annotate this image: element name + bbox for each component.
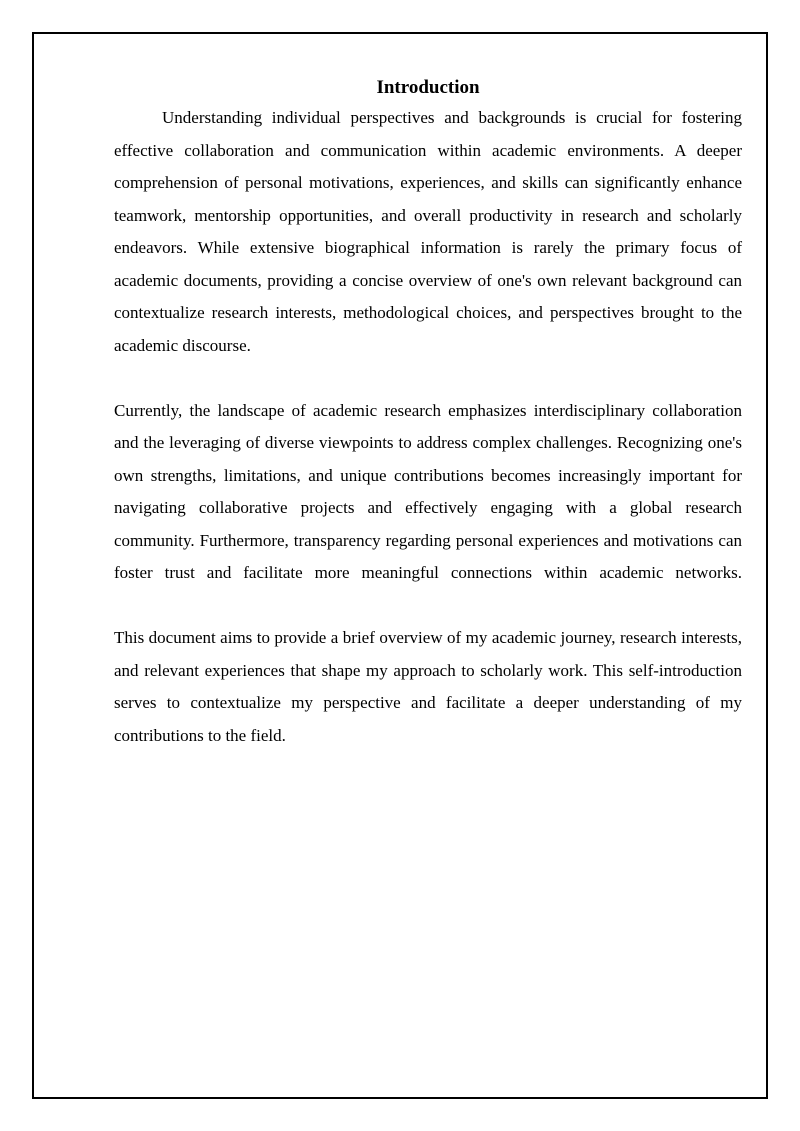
paragraph-3: This document aims to provide a brief overview of my academic journey, research interests, and relevant experiences that shape my approach to scholarly work. This self-introduction serves to contextualize my perspective and facilitate a deeper understanding of my contributions to the field. xyxy=(114,628,742,745)
paragraph-2: Currently, the landscape of academic research emphasizes interdisciplinary collaboration and the leveraging of diverse viewpoints to address complex challenges. Recognizing one's own strengths, limitations, and unique contributions becomes increasingly important for navigating collaborative projects and effectively engaging with a global research community. Furthermore, transparency regarding personal experiences and motivations can foster trust and facilitate more meaningful connections within academic networks. xyxy=(114,400,742,582)
document-body xyxy=(114,74,742,752)
document-title: Introduction xyxy=(376,77,480,98)
paragraph-1: Understanding individual perspectives and backgrounds is crucial for fostering effective collaboration and communication within academic environments. A deeper comprehension of personal motivations, experiences, and skills can significantly enhance teamwork, mentorship opportunities, and overall productivity in research and scholarly endeavors. While extensive biographical information is rarely the primary focus of academic documents, providing a concise overview of one's own relevant background can contextualize research interests, methodological choices, and perspectives brought to the academic discourse. xyxy=(114,108,742,355)
